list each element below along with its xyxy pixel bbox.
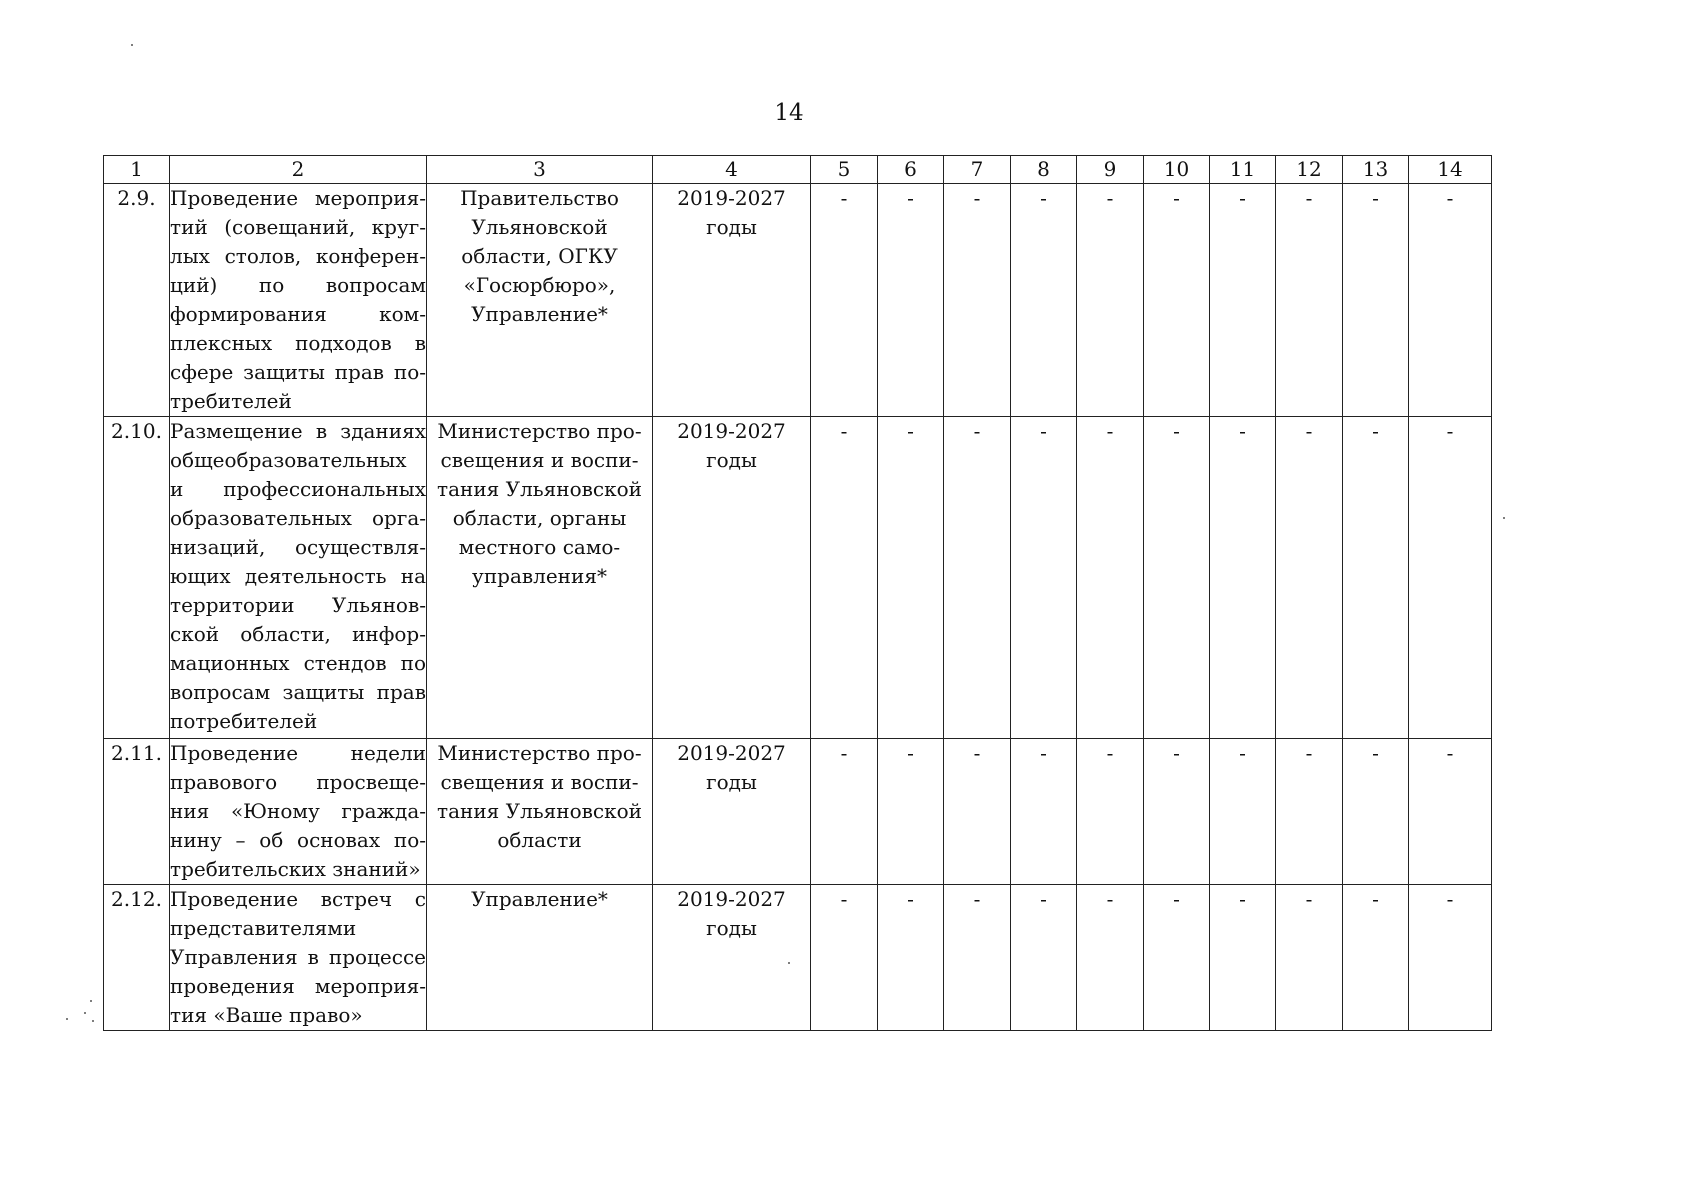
value-cell: -	[1011, 739, 1077, 885]
activities-table	[103, 155, 1492, 1031]
value-cell: -	[1210, 184, 1276, 417]
value-cell: -	[1011, 885, 1077, 1031]
column-header: 10	[1144, 156, 1210, 184]
value-cell: -	[944, 739, 1011, 885]
scan-speck	[131, 44, 133, 46]
value-cell: -	[1276, 739, 1343, 885]
item-number: 2.9.	[104, 184, 170, 417]
value-cell: -	[1210, 417, 1276, 739]
period: 2019-2027 годы	[653, 184, 811, 417]
value-cell: -	[811, 417, 878, 739]
column-header: 3	[427, 156, 653, 184]
value-cell: -	[1077, 184, 1144, 417]
value-cell: -	[878, 885, 944, 1031]
column-number-row	[104, 156, 1492, 184]
value-cell: -	[1077, 417, 1144, 739]
column-header: 1	[104, 156, 170, 184]
value-cell: -	[1343, 417, 1409, 739]
value-cell: -	[1011, 417, 1077, 739]
table-row	[104, 739, 1492, 885]
value-cell: -	[944, 417, 1011, 739]
scan-speck	[90, 1000, 92, 1002]
value-cell: -	[878, 184, 944, 417]
table-row	[104, 417, 1492, 739]
value-cell: -	[1276, 417, 1343, 739]
activity-description: Размещение в зданиях общеобразовательных и профессиональных образовательных орга-низаций, осуществля-ющих деятельность на территории Ульянов-ской области, инфор-мационных стендов по вопросам защиты прав потребителей	[170, 417, 427, 739]
value-cell: -	[1210, 739, 1276, 885]
value-cell: -	[1343, 739, 1409, 885]
value-cell: -	[878, 417, 944, 739]
value-cell: -	[1144, 885, 1210, 1031]
value-cell: -	[1077, 739, 1144, 885]
value-cell: -	[811, 885, 878, 1031]
value-cell: -	[878, 739, 944, 885]
responsible-party: Министерство про-свещения и воспи-тания Ульяновской области, органы местного само-управления*	[427, 417, 653, 739]
scan-speck	[84, 1012, 86, 1014]
column-header: 4	[653, 156, 811, 184]
activity-description: Проведение встреч с представителями Управления в процессе проведения мероприя-тия «Ваше право»	[170, 885, 427, 1031]
value-cell: -	[1343, 885, 1409, 1031]
responsible-party: Управление*	[427, 885, 653, 1031]
value-cell: -	[1144, 739, 1210, 885]
table-row	[104, 885, 1492, 1031]
value-cell: -	[811, 184, 878, 417]
item-number: 2.10.	[104, 417, 170, 739]
scan-speck	[66, 1018, 68, 1020]
value-cell: -	[811, 739, 878, 885]
column-header: 8	[1011, 156, 1077, 184]
value-cell: -	[1077, 885, 1144, 1031]
item-number: 2.11.	[104, 739, 170, 885]
value-cell: -	[1409, 184, 1492, 417]
value-cell: -	[1409, 417, 1492, 739]
column-header: 9	[1077, 156, 1144, 184]
activity-description: Проведение недели правового просвеще-ния «Юному гражда-нину – об основах по-требительских знаний»	[170, 739, 427, 885]
activity-description: Проведение мероприя-тий (совещаний, круг-лых столов, конферен-ций) по вопросам формирования ком-плексных подходов в сфере защиты прав по-требителей	[170, 184, 427, 417]
scan-speck	[1503, 517, 1505, 519]
column-header: 6	[878, 156, 944, 184]
column-header: 11	[1210, 156, 1276, 184]
period: 2019-2027 годы	[653, 739, 811, 885]
period: 2019-2027 годы	[653, 417, 811, 739]
responsible-party: Правительство Ульяновской области, ОГКУ «Госюрбюро», Управление*	[427, 184, 653, 417]
value-cell: -	[1144, 417, 1210, 739]
column-header: 2	[170, 156, 427, 184]
column-header: 13	[1343, 156, 1409, 184]
table-row	[104, 184, 1492, 417]
value-cell: -	[1343, 184, 1409, 417]
responsible-party: Министерство про-свещения и воспи-тания Ульяновской области	[427, 739, 653, 885]
column-header: 5	[811, 156, 878, 184]
value-cell: -	[1276, 885, 1343, 1031]
value-cell: -	[1409, 885, 1492, 1031]
value-cell: -	[944, 885, 1011, 1031]
column-header: 7	[944, 156, 1011, 184]
scan-speck	[92, 1020, 94, 1022]
period: 2019-2027 годы	[653, 885, 811, 1031]
item-number: 2.12.	[104, 885, 170, 1031]
value-cell: -	[1210, 885, 1276, 1031]
page-number: 14	[774, 100, 804, 126]
value-cell: -	[944, 184, 1011, 417]
column-header: 14	[1409, 156, 1492, 184]
value-cell: -	[1409, 739, 1492, 885]
value-cell: -	[1144, 184, 1210, 417]
column-header: 12	[1276, 156, 1343, 184]
value-cell: -	[1011, 184, 1077, 417]
scan-speck	[788, 962, 790, 964]
value-cell: -	[1276, 184, 1343, 417]
